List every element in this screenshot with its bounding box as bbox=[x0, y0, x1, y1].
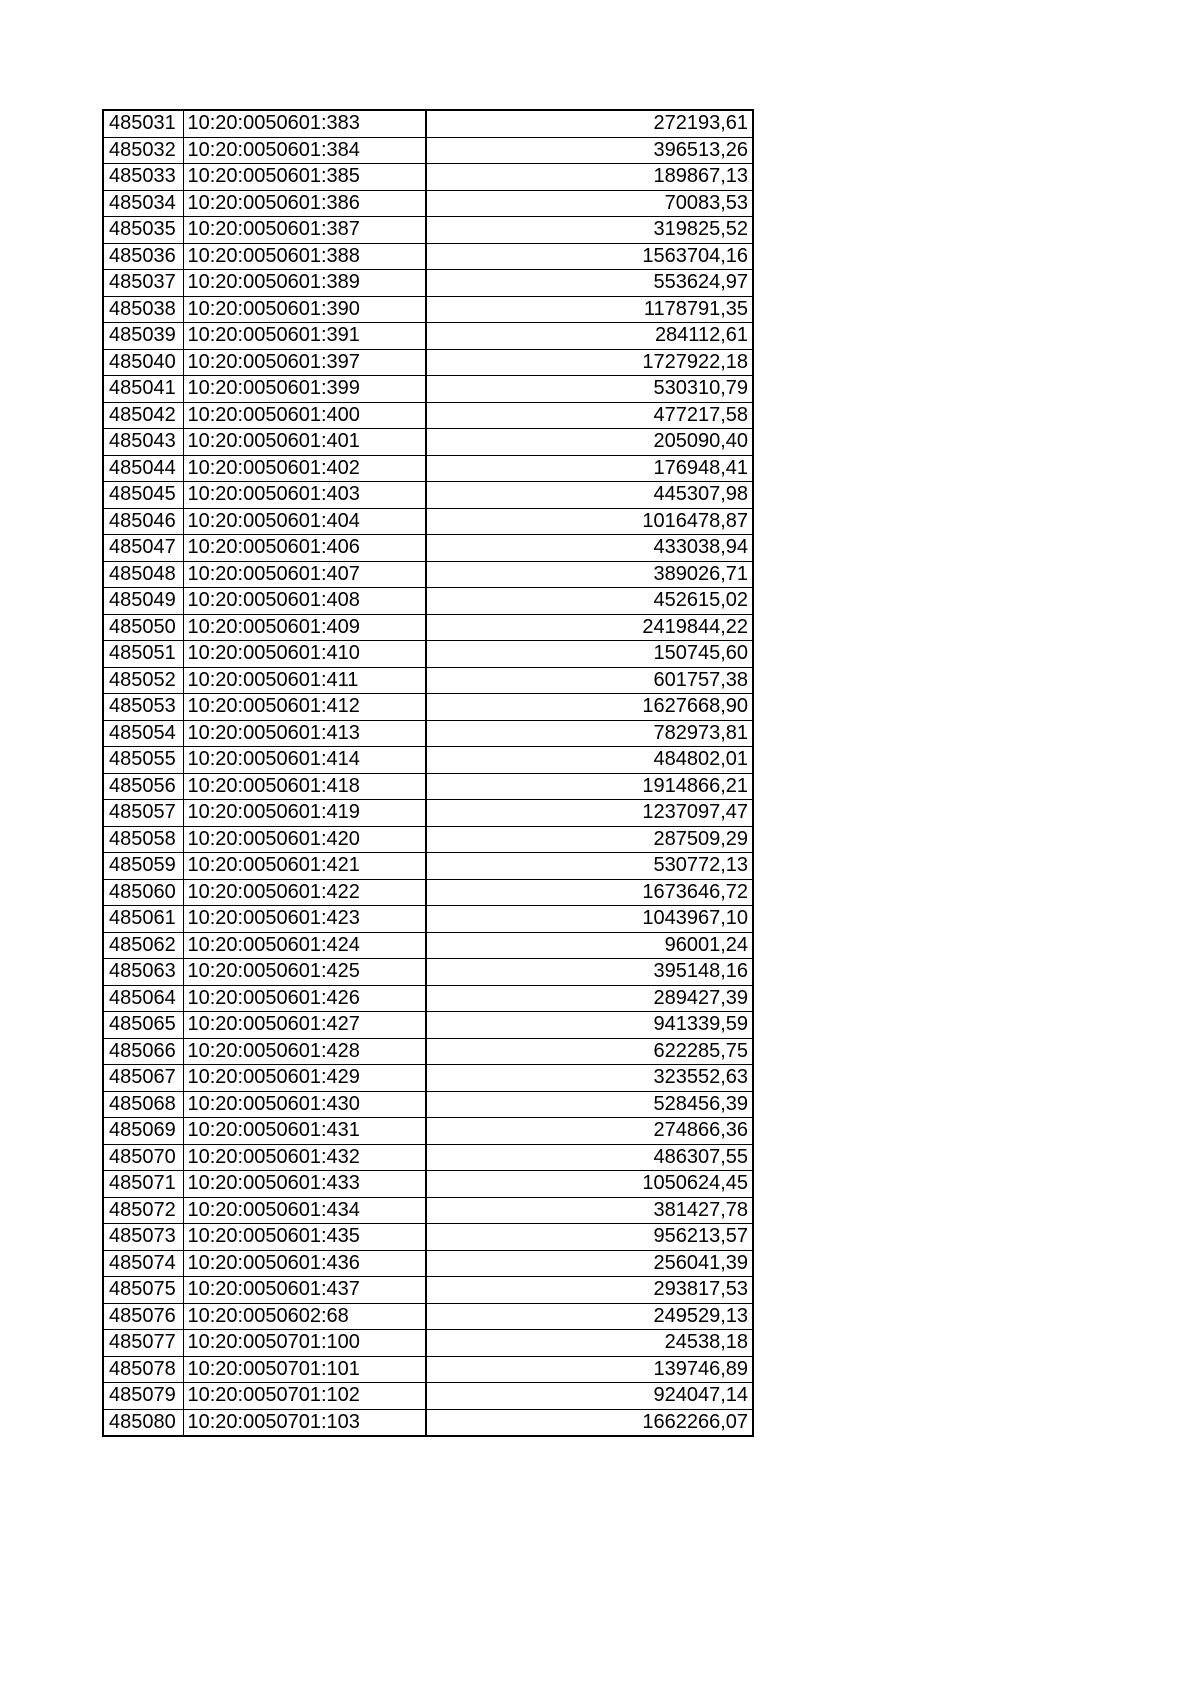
cadastral-number-cell: 10:20:0050601:411 bbox=[183, 667, 426, 694]
row-id-cell: 485049 bbox=[103, 588, 183, 615]
cadastral-number-cell: 10:20:0050601:389 bbox=[183, 270, 426, 297]
value-cell: 381427,78 bbox=[426, 1197, 753, 1224]
cadastral-number-cell: 10:20:0050601:428 bbox=[183, 1038, 426, 1065]
cadastral-number-cell: 10:20:0050601:436 bbox=[183, 1250, 426, 1277]
cadastral-number-cell: 10:20:0050601:386 bbox=[183, 190, 426, 217]
table-row bbox=[103, 217, 753, 244]
value-cell: 941339,59 bbox=[426, 1012, 753, 1039]
table-row bbox=[103, 1012, 753, 1039]
row-id-cell: 485069 bbox=[103, 1118, 183, 1145]
cadastral-number-cell: 10:20:0050601:420 bbox=[183, 826, 426, 853]
row-id-cell: 485047 bbox=[103, 535, 183, 562]
row-id-cell: 485058 bbox=[103, 826, 183, 853]
table-row bbox=[103, 535, 753, 562]
row-id-cell: 485036 bbox=[103, 243, 183, 270]
value-cell: 1914866,21 bbox=[426, 773, 753, 800]
row-id-cell: 485077 bbox=[103, 1330, 183, 1357]
table-row bbox=[103, 1303, 753, 1330]
row-id-cell: 485041 bbox=[103, 376, 183, 403]
cadastral-number-cell: 10:20:0050601:426 bbox=[183, 985, 426, 1012]
value-cell: 1662266,07 bbox=[426, 1409, 753, 1436]
table-row bbox=[103, 588, 753, 615]
table-row bbox=[103, 1197, 753, 1224]
row-id-cell: 485046 bbox=[103, 508, 183, 535]
cadastral-number-cell: 10:20:0050601:400 bbox=[183, 402, 426, 429]
row-id-cell: 485079 bbox=[103, 1383, 183, 1410]
cadastral-number-cell: 10:20:0050601:433 bbox=[183, 1171, 426, 1198]
row-id-cell: 485048 bbox=[103, 561, 183, 588]
value-cell: 433038,94 bbox=[426, 535, 753, 562]
table-body bbox=[103, 110, 753, 1436]
table-row bbox=[103, 1065, 753, 1092]
row-id-cell: 485072 bbox=[103, 1197, 183, 1224]
table-row bbox=[103, 349, 753, 376]
value-cell: 1178791,35 bbox=[426, 296, 753, 323]
table-row bbox=[103, 455, 753, 482]
value-cell: 1673646,72 bbox=[426, 879, 753, 906]
table-row bbox=[103, 429, 753, 456]
cadastral-number-cell: 10:20:0050601:421 bbox=[183, 853, 426, 880]
table-row bbox=[103, 1383, 753, 1410]
row-id-cell: 485055 bbox=[103, 747, 183, 774]
table-row bbox=[103, 985, 753, 1012]
cadastral-number-cell: 10:20:0050601:425 bbox=[183, 959, 426, 986]
value-cell: 289427,39 bbox=[426, 985, 753, 1012]
row-id-cell: 485062 bbox=[103, 932, 183, 959]
cadastral-number-cell: 10:20:0050601:413 bbox=[183, 720, 426, 747]
value-cell: 139746,89 bbox=[426, 1356, 753, 1383]
row-id-cell: 485080 bbox=[103, 1409, 183, 1436]
table-row bbox=[103, 1091, 753, 1118]
table-row bbox=[103, 243, 753, 270]
cadastral-number-cell: 10:20:0050601:424 bbox=[183, 932, 426, 959]
table-row bbox=[103, 1224, 753, 1251]
value-cell: 622285,75 bbox=[426, 1038, 753, 1065]
value-cell: 389026,71 bbox=[426, 561, 753, 588]
table-row bbox=[103, 1277, 753, 1304]
value-cell: 956213,57 bbox=[426, 1224, 753, 1251]
cadastral-number-cell: 10:20:0050601:427 bbox=[183, 1012, 426, 1039]
cadastral-number-cell: 10:20:0050701:100 bbox=[183, 1330, 426, 1357]
value-cell: 272193,61 bbox=[426, 110, 753, 137]
value-cell: 530310,79 bbox=[426, 376, 753, 403]
value-cell: 319825,52 bbox=[426, 217, 753, 244]
value-cell: 24538,18 bbox=[426, 1330, 753, 1357]
row-id-cell: 485067 bbox=[103, 1065, 183, 1092]
row-id-cell: 485075 bbox=[103, 1277, 183, 1304]
value-cell: 284112,61 bbox=[426, 323, 753, 350]
value-cell: 1563704,16 bbox=[426, 243, 753, 270]
value-cell: 1727922,18 bbox=[426, 349, 753, 376]
table-row bbox=[103, 1250, 753, 1277]
cadastral-number-cell: 10:20:0050701:102 bbox=[183, 1383, 426, 1410]
value-cell: 1043967,10 bbox=[426, 906, 753, 933]
value-cell: 1050624,45 bbox=[426, 1171, 753, 1198]
row-id-cell: 485039 bbox=[103, 323, 183, 350]
table-row bbox=[103, 720, 753, 747]
value-cell: 2419844,22 bbox=[426, 614, 753, 641]
row-id-cell: 485042 bbox=[103, 402, 183, 429]
row-id-cell: 485040 bbox=[103, 349, 183, 376]
row-id-cell: 485045 bbox=[103, 482, 183, 509]
table-row bbox=[103, 110, 753, 137]
row-id-cell: 485056 bbox=[103, 773, 183, 800]
row-id-cell: 485078 bbox=[103, 1356, 183, 1383]
row-id-cell: 485065 bbox=[103, 1012, 183, 1039]
cadastral-number-cell: 10:20:0050601:397 bbox=[183, 349, 426, 376]
row-id-cell: 485068 bbox=[103, 1091, 183, 1118]
value-cell: 528456,39 bbox=[426, 1091, 753, 1118]
cadastral-number-cell: 10:20:0050601:401 bbox=[183, 429, 426, 456]
row-id-cell: 485070 bbox=[103, 1144, 183, 1171]
cadastral-number-cell: 10:20:0050601:385 bbox=[183, 164, 426, 191]
value-cell: 396513,26 bbox=[426, 137, 753, 164]
value-cell: 486307,55 bbox=[426, 1144, 753, 1171]
table-row bbox=[103, 773, 753, 800]
table-row bbox=[103, 906, 753, 933]
value-cell: 782973,81 bbox=[426, 720, 753, 747]
cadastral-value-table bbox=[102, 109, 754, 1437]
row-id-cell: 485061 bbox=[103, 906, 183, 933]
table-row bbox=[103, 800, 753, 827]
table-row bbox=[103, 1038, 753, 1065]
row-id-cell: 485066 bbox=[103, 1038, 183, 1065]
row-id-cell: 485044 bbox=[103, 455, 183, 482]
cadastral-number-cell: 10:20:0050601:435 bbox=[183, 1224, 426, 1251]
table-row bbox=[103, 508, 753, 535]
cadastral-number-cell: 10:20:0050602:68 bbox=[183, 1303, 426, 1330]
value-cell: 96001,24 bbox=[426, 932, 753, 959]
table-row bbox=[103, 164, 753, 191]
cadastral-number-cell: 10:20:0050601:390 bbox=[183, 296, 426, 323]
cadastral-number-cell: 10:20:0050601:408 bbox=[183, 588, 426, 615]
value-cell: 205090,40 bbox=[426, 429, 753, 456]
table-row bbox=[103, 1330, 753, 1357]
table-row bbox=[103, 1118, 753, 1145]
table-row bbox=[103, 190, 753, 217]
value-cell: 477217,58 bbox=[426, 402, 753, 429]
table-row bbox=[103, 694, 753, 721]
row-id-cell: 485038 bbox=[103, 296, 183, 323]
value-cell: 1016478,87 bbox=[426, 508, 753, 535]
row-id-cell: 485053 bbox=[103, 694, 183, 721]
table-row bbox=[103, 482, 753, 509]
value-cell: 256041,39 bbox=[426, 1250, 753, 1277]
row-id-cell: 485050 bbox=[103, 614, 183, 641]
row-id-cell: 485033 bbox=[103, 164, 183, 191]
table-row bbox=[103, 932, 753, 959]
cadastral-number-cell: 10:20:0050601:432 bbox=[183, 1144, 426, 1171]
row-id-cell: 485064 bbox=[103, 985, 183, 1012]
cadastral-number-cell: 10:20:0050601:414 bbox=[183, 747, 426, 774]
row-id-cell: 485071 bbox=[103, 1171, 183, 1198]
cadastral-number-cell: 10:20:0050601:422 bbox=[183, 879, 426, 906]
row-id-cell: 485057 bbox=[103, 800, 183, 827]
value-cell: 293817,53 bbox=[426, 1277, 753, 1304]
row-id-cell: 485063 bbox=[103, 959, 183, 986]
table-row bbox=[103, 402, 753, 429]
value-cell: 176948,41 bbox=[426, 455, 753, 482]
cadastral-number-cell: 10:20:0050601:423 bbox=[183, 906, 426, 933]
row-id-cell: 485073 bbox=[103, 1224, 183, 1251]
row-id-cell: 485032 bbox=[103, 137, 183, 164]
table-row bbox=[103, 667, 753, 694]
cadastral-number-cell: 10:20:0050601:437 bbox=[183, 1277, 426, 1304]
row-id-cell: 485052 bbox=[103, 667, 183, 694]
table-row bbox=[103, 747, 753, 774]
table-row bbox=[103, 879, 753, 906]
table-row bbox=[103, 561, 753, 588]
row-id-cell: 485060 bbox=[103, 879, 183, 906]
value-cell: 70083,53 bbox=[426, 190, 753, 217]
cadastral-number-cell: 10:20:0050701:101 bbox=[183, 1356, 426, 1383]
value-cell: 287509,29 bbox=[426, 826, 753, 853]
row-id-cell: 485051 bbox=[103, 641, 183, 668]
table-row bbox=[103, 270, 753, 297]
value-cell: 530772,13 bbox=[426, 853, 753, 880]
row-id-cell: 485034 bbox=[103, 190, 183, 217]
cadastral-number-cell: 10:20:0050601:430 bbox=[183, 1091, 426, 1118]
table-row bbox=[103, 641, 753, 668]
value-cell: 924047,14 bbox=[426, 1383, 753, 1410]
cadastral-number-cell: 10:20:0050601:412 bbox=[183, 694, 426, 721]
cadastral-number-cell: 10:20:0050701:103 bbox=[183, 1409, 426, 1436]
value-cell: 1237097,47 bbox=[426, 800, 753, 827]
row-id-cell: 485037 bbox=[103, 270, 183, 297]
cadastral-number-cell: 10:20:0050601:409 bbox=[183, 614, 426, 641]
cadastral-number-cell: 10:20:0050601:383 bbox=[183, 110, 426, 137]
row-id-cell: 485059 bbox=[103, 853, 183, 880]
cadastral-number-cell: 10:20:0050601:403 bbox=[183, 482, 426, 509]
table-row bbox=[103, 376, 753, 403]
cadastral-number-cell: 10:20:0050601:429 bbox=[183, 1065, 426, 1092]
table-row bbox=[103, 959, 753, 986]
value-cell: 249529,13 bbox=[426, 1303, 753, 1330]
value-cell: 484802,01 bbox=[426, 747, 753, 774]
cadastral-number-cell: 10:20:0050601:384 bbox=[183, 137, 426, 164]
value-cell: 395148,16 bbox=[426, 959, 753, 986]
value-cell: 189867,13 bbox=[426, 164, 753, 191]
value-cell: 150745,60 bbox=[426, 641, 753, 668]
table-row bbox=[103, 296, 753, 323]
cadastral-number-cell: 10:20:0050601:410 bbox=[183, 641, 426, 668]
value-cell: 452615,02 bbox=[426, 588, 753, 615]
row-id-cell: 485054 bbox=[103, 720, 183, 747]
value-cell: 1627668,90 bbox=[426, 694, 753, 721]
cadastral-number-cell: 10:20:0050601:431 bbox=[183, 1118, 426, 1145]
value-cell: 601757,38 bbox=[426, 667, 753, 694]
cadastral-number-cell: 10:20:0050601:404 bbox=[183, 508, 426, 535]
table-row bbox=[103, 826, 753, 853]
table-row bbox=[103, 137, 753, 164]
cadastral-number-cell: 10:20:0050601:388 bbox=[183, 243, 426, 270]
table-row bbox=[103, 1171, 753, 1198]
value-cell: 274866,36 bbox=[426, 1118, 753, 1145]
table-row bbox=[103, 853, 753, 880]
table-row bbox=[103, 1409, 753, 1436]
table-row bbox=[103, 323, 753, 350]
value-cell: 553624,97 bbox=[426, 270, 753, 297]
table-row bbox=[103, 1144, 753, 1171]
cadastral-number-cell: 10:20:0050601:418 bbox=[183, 773, 426, 800]
row-id-cell: 485074 bbox=[103, 1250, 183, 1277]
value-cell: 445307,98 bbox=[426, 482, 753, 509]
cadastral-number-cell: 10:20:0050601:387 bbox=[183, 217, 426, 244]
cadastral-number-cell: 10:20:0050601:406 bbox=[183, 535, 426, 562]
value-cell: 323552,63 bbox=[426, 1065, 753, 1092]
row-id-cell: 485035 bbox=[103, 217, 183, 244]
cadastral-number-cell: 10:20:0050601:434 bbox=[183, 1197, 426, 1224]
cadastral-number-cell: 10:20:0050601:402 bbox=[183, 455, 426, 482]
table-row bbox=[103, 614, 753, 641]
row-id-cell: 485076 bbox=[103, 1303, 183, 1330]
cadastral-number-cell: 10:20:0050601:391 bbox=[183, 323, 426, 350]
table-row bbox=[103, 1356, 753, 1383]
cadastral-number-cell: 10:20:0050601:407 bbox=[183, 561, 426, 588]
cadastral-number-cell: 10:20:0050601:399 bbox=[183, 376, 426, 403]
row-id-cell: 485043 bbox=[103, 429, 183, 456]
row-id-cell: 485031 bbox=[103, 110, 183, 137]
cadastral-number-cell: 10:20:0050601:419 bbox=[183, 800, 426, 827]
